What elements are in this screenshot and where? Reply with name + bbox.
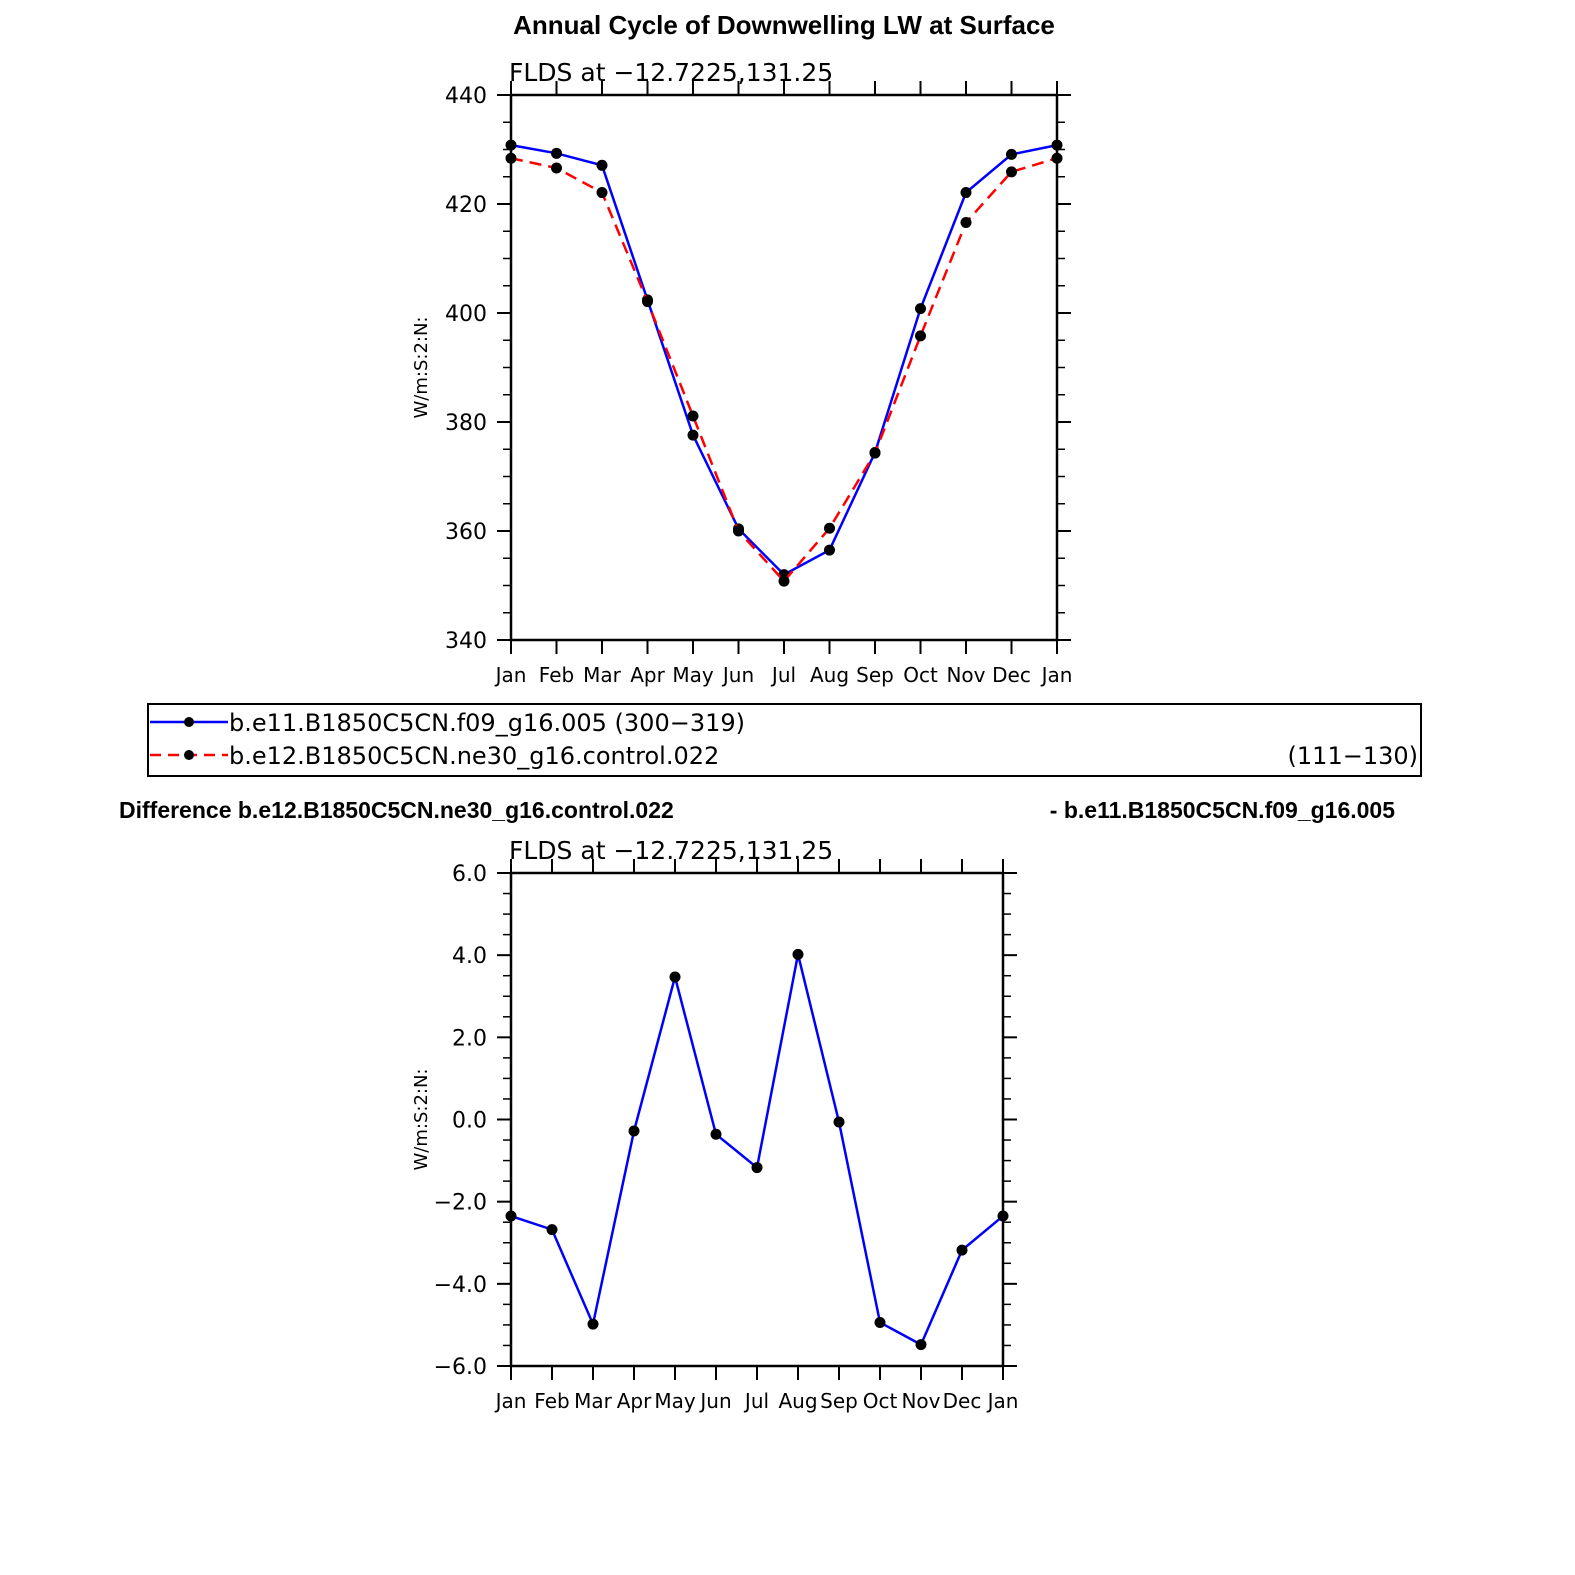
- chart-2-ytick-label: 4.0: [452, 944, 487, 970]
- chart-1-series-2-point: [1052, 153, 1063, 164]
- chart-1-series-2-point: [1006, 166, 1017, 177]
- chart-1-xtick-label: Aug: [809, 663, 850, 687]
- chart-2-ytick-label: −6.0: [433, 1355, 487, 1380]
- chart-2-xtick-label: Apr: [616, 1389, 652, 1413]
- chart-top: [411, 58, 1072, 687]
- chart-1-xtick-label: Mar: [583, 663, 621, 687]
- chart-2-series-1-point: [629, 1126, 640, 1137]
- diff-title-left: Difference b.e12.B1850C5CN.ne30_g16.control.022: [119, 797, 674, 823]
- chart-1-series-2-point: [733, 526, 744, 537]
- chart-2-series-1-point: [752, 1162, 763, 1173]
- chart-2-ytick-label: −2.0: [433, 1190, 487, 1216]
- main-title: Annual Cycle of Downwelling LW at Surface: [513, 10, 1055, 40]
- chart-1-series-1-point: [961, 187, 972, 198]
- chart-2-series-1-point: [916, 1339, 927, 1350]
- chart-1-xtick-label: Apr: [630, 663, 665, 687]
- chart-2-ytick-label: 0.0: [452, 1108, 487, 1134]
- chart-2-series-1-point: [670, 971, 681, 982]
- chart-1-series-2-point: [551, 163, 562, 174]
- chart-1-series-1-point: [688, 430, 699, 441]
- chart-2-ytick-label: 2.0: [452, 1026, 487, 1052]
- chart-2-xtick-label: Jan: [987, 1389, 1019, 1413]
- chart-1-xtick-label: Jun: [722, 663, 755, 687]
- chart-2-series-1-point: [547, 1224, 558, 1235]
- chart-1-ylabel: W/m:S:2:N:: [411, 316, 432, 419]
- chart-1-ytick-label: 380: [445, 411, 487, 436]
- chart-1-series-2-point: [597, 187, 608, 198]
- chart-bottom: [411, 836, 1018, 1413]
- chart-2-ytick-label: 6.0: [452, 862, 487, 887]
- chart-2-series-1-point: [834, 1116, 845, 1127]
- chart-1-subtitle: FLDS at −12.7225,131.25: [509, 58, 834, 87]
- chart-2-xtick-label: May: [654, 1389, 696, 1413]
- chart-2-xtick-label: Jul: [744, 1389, 770, 1413]
- chart-1-ytick-label: 440: [445, 84, 487, 109]
- chart-1-series-1-point: [824, 545, 835, 556]
- chart-1-xtick-label: May: [672, 663, 714, 687]
- chart-2-xtick-label: Sep: [820, 1389, 858, 1413]
- chart-2-series-1-point: [875, 1317, 886, 1328]
- chart-2-series-1-point: [711, 1129, 722, 1140]
- chart-1-xtick-label: Jan: [1041, 663, 1073, 687]
- chart-1-series-2-point: [779, 576, 790, 587]
- chart-1-ytick-label: 360: [445, 520, 487, 545]
- chart-1-ytick-label: 400: [445, 302, 487, 327]
- chart-1-xtick-label: Dec: [992, 663, 1031, 687]
- chart-1-series-1-point: [506, 140, 517, 151]
- chart-1-xtick-label: Nov: [946, 663, 986, 687]
- chart-1-series-2-point: [915, 330, 926, 341]
- chart-1-plot-frame: [511, 95, 1057, 640]
- chart-1-xtick-label: Sep: [856, 663, 894, 687]
- chart-1-xtick-label: Feb: [538, 663, 575, 687]
- chart-2-series-1-point: [588, 1319, 599, 1330]
- legend-marker-series-2: [184, 750, 194, 760]
- chart-1-xtick-label: Oct: [903, 663, 938, 687]
- chart-1-series-2-point: [961, 217, 972, 228]
- diff-title-right: - b.e11.B1850C5CN.f09_g16.005: [1049, 797, 1395, 823]
- chart-1-series-2-point: [824, 523, 835, 534]
- chart-2-xtick-label: Nov: [901, 1389, 941, 1413]
- chart-1-series-1-point: [1006, 149, 1017, 160]
- chart-2-ytick-label: −4.0: [433, 1272, 487, 1298]
- legend: [148, 704, 1421, 776]
- chart-1-series-1-point: [551, 148, 562, 159]
- chart-2-series-1-point: [506, 1211, 517, 1222]
- chart-1-series-2-point: [688, 411, 699, 422]
- chart-2-xtick-label: Mar: [574, 1389, 612, 1413]
- legend-label-series-2: b.e12.B1850C5CN.ne30_g16.control.022: [229, 742, 720, 770]
- legend-range-series-2: (111−130): [1287, 742, 1418, 770]
- legend-label-series-1: b.e11.B1850C5CN.f09_g16.005 (300−319): [229, 709, 745, 737]
- chart-2-series-1-point: [793, 949, 804, 960]
- chart-2-plot-frame: [511, 873, 1003, 1366]
- chart-2-series-1-line: [511, 954, 1003, 1344]
- chart-2-series-1-point: [957, 1245, 968, 1256]
- chart-2-ylabel: W/m:S:2:N:: [411, 1068, 432, 1171]
- chart-2-xtick-label: Jan: [495, 1389, 527, 1413]
- chart-1-series-1-line: [511, 145, 1057, 574]
- chart-2-series-1-point: [998, 1211, 1009, 1222]
- chart-1-xtick-label: Jan: [495, 663, 527, 687]
- chart-2-xtick-label: Aug: [778, 1389, 818, 1413]
- chart-1-series-1-point: [915, 303, 926, 314]
- chart-1-ytick-label: 340: [445, 629, 487, 654]
- chart-1-xtick-label: Jul: [771, 663, 797, 687]
- chart-2-xtick-label: Jun: [700, 1389, 732, 1413]
- chart-2-xtick-label: Oct: [862, 1389, 898, 1413]
- chart-1-series-2-point: [642, 296, 653, 307]
- chart-1-series-2-point: [506, 153, 517, 164]
- chart-1-ytick-label: 420: [445, 193, 487, 218]
- chart-1-series-1-point: [1052, 140, 1063, 151]
- chart-1-series-2-line: [511, 158, 1057, 581]
- legend-marker-series-1: [184, 717, 194, 727]
- chart-1-series-1-point: [597, 160, 608, 171]
- chart-2-xtick-label: Feb: [534, 1389, 570, 1413]
- chart-1-series-2-point: [870, 448, 881, 459]
- chart-2-xtick-label: Dec: [942, 1389, 982, 1413]
- chart-2-subtitle: FLDS at −12.7225,131.25: [509, 836, 834, 865]
